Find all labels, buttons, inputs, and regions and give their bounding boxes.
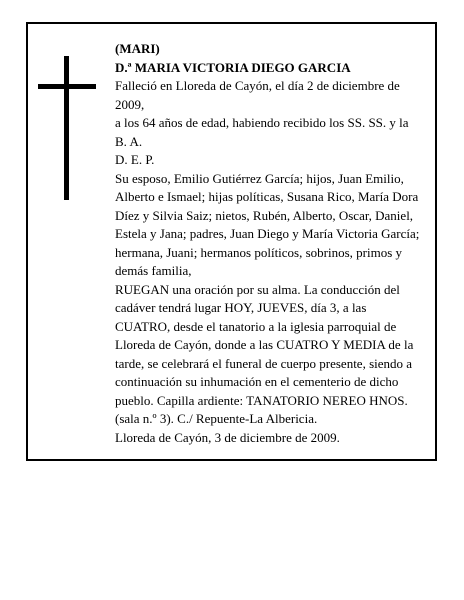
deceased-name: D.ª MARIA VICTORIA DIEGO GARCIA — [115, 59, 351, 75]
obituary-notice — [26, 22, 437, 461]
request-paragraph: RUEGAN una oración por su alma. La conducción del cadáver tendrá lugar HOY, JUEVES, día 3, a las CUATRO, desde el tanatorio a la iglesia parroquial de Lloreda de Cayón, donde a las CUATRO Y MEDIA de la tarde, se celebrará el funeral de cuerpo presente, siendo a continuación su inhumación en el cementerio de dicho pueblo. Capilla ardiente: TANATORIO NEREO HNOS. (sala n.º 3). C./ Repuente-La Albericia. — [115, 281, 414, 426]
place-date: Lloreda de Cayón, 3 de diciembre de 2009. — [115, 429, 340, 445]
latin-cross-icon — [38, 56, 96, 200]
family-paragraph: Su esposo, Emilio Gutiérrez García; hijos, Juan Emilio, Alberto e Ismael; hijas políticas, Susana Rico, María Dora Díez y Silvia Saiz; nietos, Rubén, Alberto, Oscar, Daniel, Estela y Jana; padres, Juan Diego y María Victoria García; hermana, Juani; hermanos políticos, sobrinos, primos y demás familia, — [115, 170, 420, 278]
age-line: a los 64 años de edad, habiendo recibido los SS. SS. y la B. A. — [115, 115, 409, 149]
rip-line: D. E. P. — [115, 152, 155, 167]
cross-horizontal-bar — [38, 84, 96, 89]
nickname: (MARI) — [115, 41, 160, 56]
notice-text — [115, 40, 423, 447]
cross-vertical-bar — [64, 56, 69, 200]
death-line: Falleció en Lloreda de Cayón, el día 2 de diciembre de 2009, — [115, 78, 400, 112]
